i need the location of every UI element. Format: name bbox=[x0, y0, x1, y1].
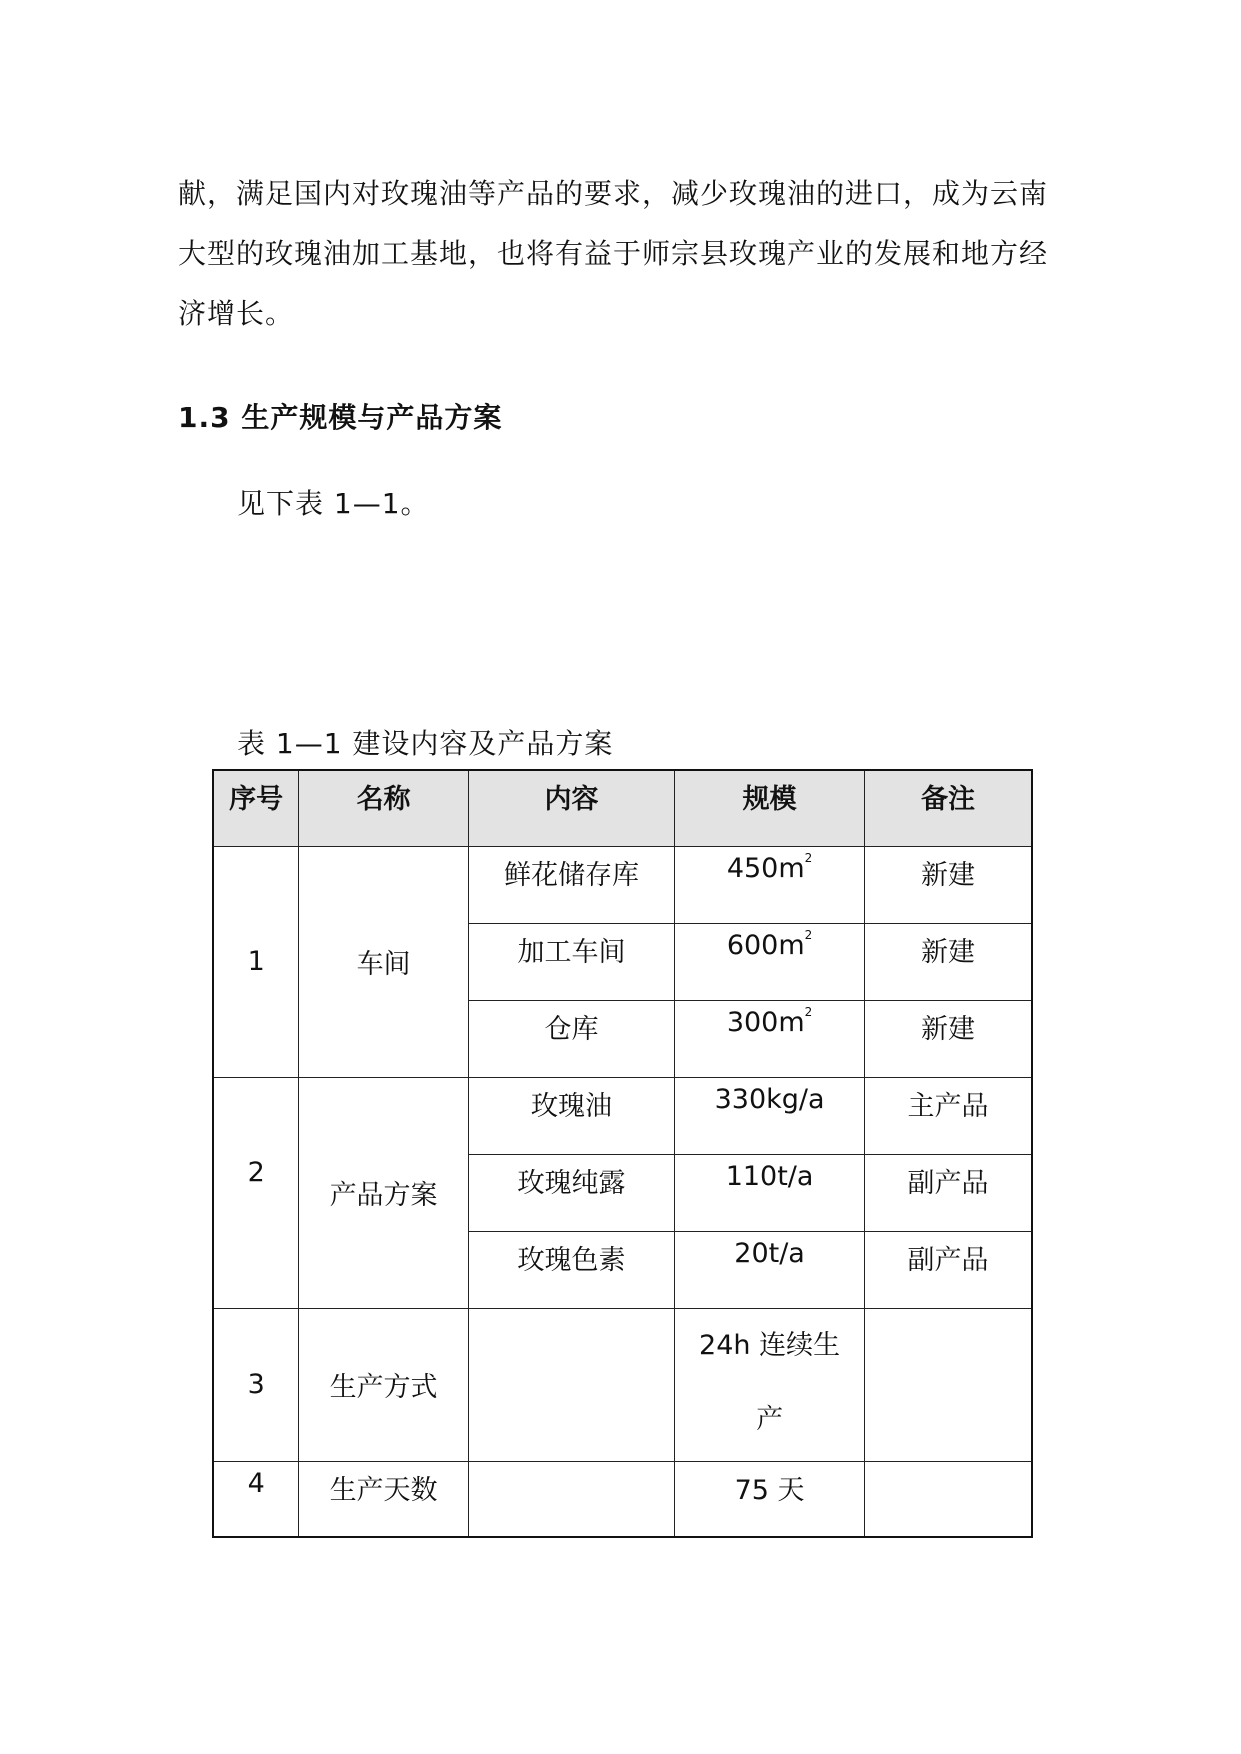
cell-note: 新建 bbox=[864, 846, 1032, 923]
table-row bbox=[213, 846, 1032, 923]
table-row bbox=[213, 1308, 1032, 1461]
table-caption: 表 1—1 建设内容及产品方案 bbox=[237, 727, 614, 760]
cell-index: 4 bbox=[213, 1461, 299, 1537]
header-note: 备注 bbox=[864, 770, 1032, 846]
scale-value: 300m bbox=[726, 1006, 805, 1038]
scale-value: 600m bbox=[726, 929, 805, 961]
unit-superscript: 2 bbox=[804, 927, 813, 942]
scale-line: 产 bbox=[756, 1403, 784, 1435]
cell-note: 新建 bbox=[864, 923, 1032, 1000]
cell-content: 玫瑰纯露 bbox=[468, 1154, 674, 1231]
cell-scale: 75 天 bbox=[675, 1461, 865, 1537]
cell-note bbox=[864, 1308, 1032, 1461]
table-reference-text: 见下表 1—1。 bbox=[237, 487, 430, 520]
table-row bbox=[213, 1077, 1032, 1154]
cell-scale bbox=[675, 846, 865, 923]
header-content: 内容 bbox=[468, 770, 674, 846]
cell-content: 玫瑰色素 bbox=[468, 1231, 674, 1308]
cell-content: 加工车间 bbox=[468, 923, 674, 1000]
unit-superscript: 2 bbox=[804, 850, 813, 865]
section-heading: 1.3 生产规模与产品方案 bbox=[178, 401, 503, 434]
scale-line: 24h 连续生 bbox=[699, 1329, 841, 1361]
paragraph-line: 献，满足国内对玫瑰油等产品的要求，减少玫瑰油的进口，成为云南 bbox=[178, 177, 1049, 210]
cell-note: 新建 bbox=[864, 1000, 1032, 1077]
cell-note: 副产品 bbox=[864, 1231, 1032, 1308]
table-header-row bbox=[213, 770, 1032, 846]
cell-name: 生产方式 bbox=[299, 1308, 469, 1461]
cell-scale bbox=[675, 923, 865, 1000]
cell-index: 3 bbox=[213, 1308, 299, 1461]
header-name: 名称 bbox=[299, 770, 469, 846]
paragraph-line: 大型的玫瑰油加工基地，也将有益于师宗县玫瑰产业的发展和地方经 bbox=[178, 237, 1049, 270]
cell-scale: 330kg/a bbox=[675, 1077, 865, 1154]
cell-content: 鲜花储存库 bbox=[468, 846, 674, 923]
cell-scale bbox=[675, 1000, 865, 1077]
cell-content: 仓库 bbox=[468, 1000, 674, 1077]
header-scale: 规模 bbox=[675, 770, 865, 846]
scale-value: 450m bbox=[726, 852, 805, 884]
construction-product-table bbox=[212, 769, 1033, 1538]
cell-note: 副产品 bbox=[864, 1154, 1032, 1231]
body-paragraph bbox=[178, 164, 1078, 344]
header-index: 序号 bbox=[213, 770, 299, 846]
cell-scale bbox=[675, 1308, 865, 1461]
cell-scale: 20t/a bbox=[675, 1231, 865, 1308]
paragraph-line: 济增长。 bbox=[178, 297, 295, 330]
cell-note: 主产品 bbox=[864, 1077, 1032, 1154]
cell-content bbox=[468, 1308, 674, 1461]
cell-scale: 110t/a bbox=[675, 1154, 865, 1231]
cell-name: 车间 bbox=[299, 846, 469, 1077]
cell-content bbox=[468, 1461, 674, 1537]
table-row bbox=[213, 1461, 1032, 1537]
cell-name: 产品方案 bbox=[299, 1077, 469, 1308]
cell-name: 生产天数 bbox=[299, 1461, 469, 1537]
unit-superscript: 2 bbox=[804, 1004, 813, 1019]
cell-content: 玫瑰油 bbox=[468, 1077, 674, 1154]
cell-note bbox=[864, 1461, 1032, 1537]
cell-index: 1 bbox=[213, 846, 299, 1077]
cell-index: 2 bbox=[213, 1077, 299, 1308]
